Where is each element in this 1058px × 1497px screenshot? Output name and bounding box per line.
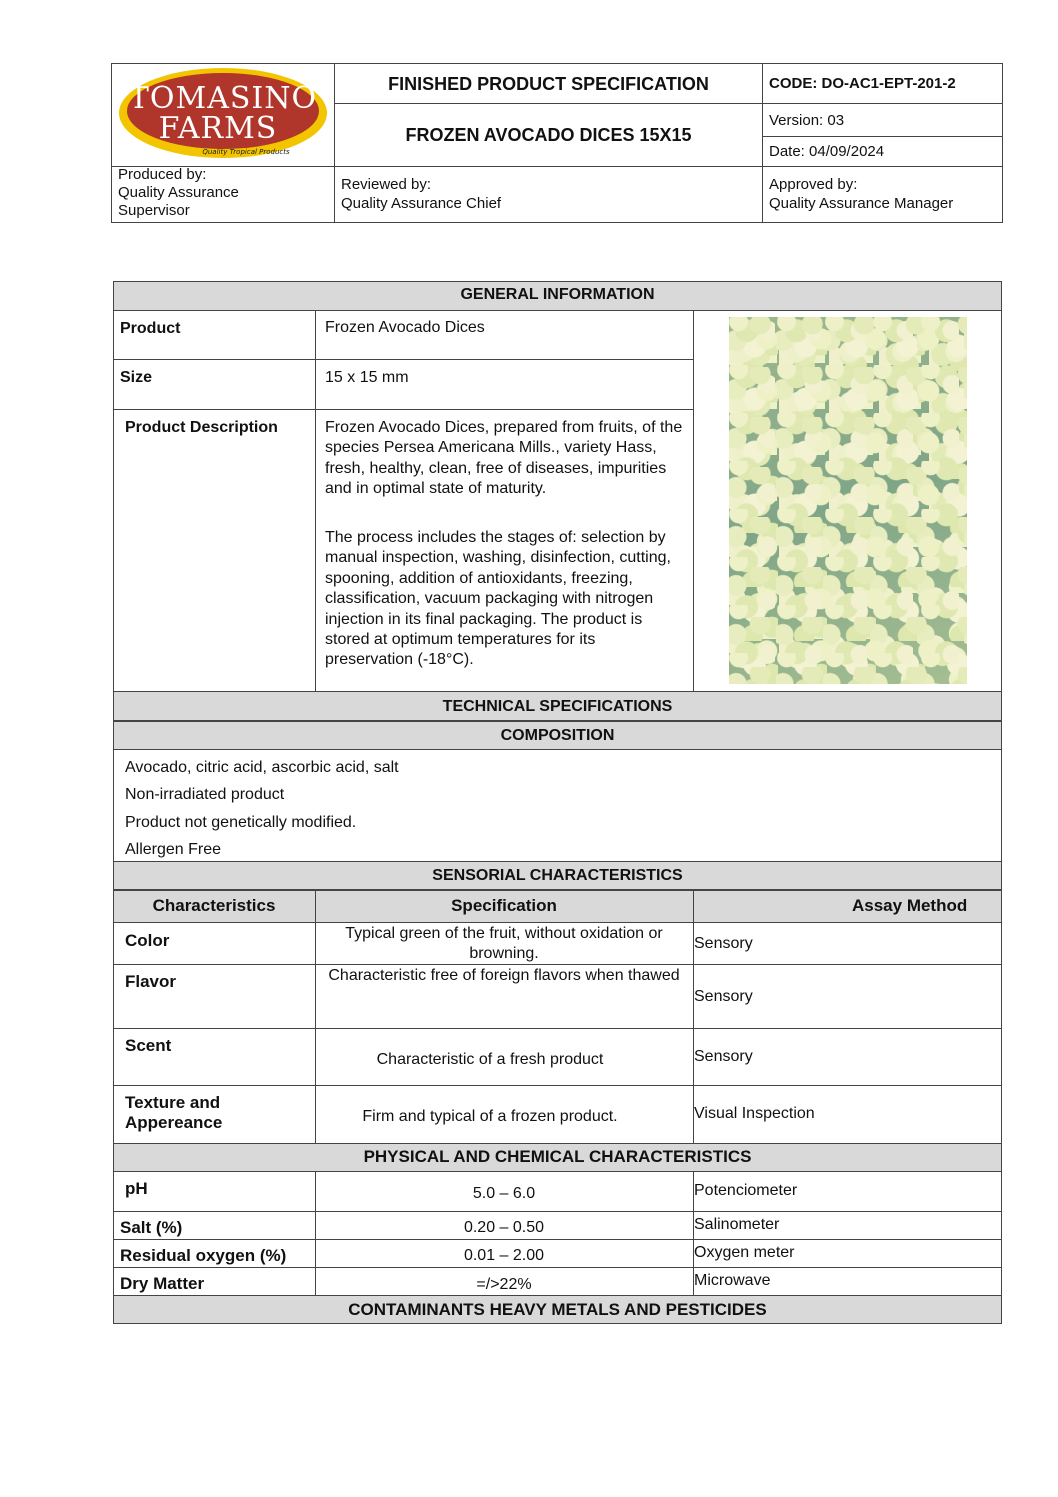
physical-row-name: Residual oxygen (%) (120, 1246, 287, 1265)
reviewed-by-value: Quality Assurance Chief (341, 195, 502, 212)
physical-row-method: Salinometer (694, 1216, 780, 1233)
physical-row-method: Potenciometer (694, 1182, 798, 1199)
physical-row-method: Microwave (694, 1272, 771, 1289)
composition-item: Non-irradiated product (125, 786, 285, 803)
tomasino-farms-logo (118, 66, 328, 160)
sensorial-row-name: Flavor (125, 972, 177, 991)
sensorial-row-method: Sensory (694, 988, 753, 1005)
physical-row-spec: 0.01 – 2.00 (463, 1247, 545, 1264)
date: Date: 04/09/2024 (769, 143, 885, 160)
physical-row-name: pH (125, 1179, 148, 1198)
product-title: FROZEN AVOCADO DICES 15X15 (405, 125, 692, 145)
col-specification: Specification (451, 896, 557, 915)
size-value: 15 x 15 mm (325, 369, 409, 386)
sensorial-row-name: Color (125, 931, 170, 950)
approved-by-label: Approved by: (769, 176, 858, 193)
physical-row-name: Salt (%) (120, 1218, 183, 1237)
approved-by-value: Quality Assurance Manager (769, 195, 954, 212)
physical-row-spec: 0.20 – 0.50 (463, 1219, 545, 1236)
logo-line1: TOMASINO (128, 81, 318, 116)
sensorial-row-spec: Characteristic of a fresh product (376, 1051, 604, 1068)
physical-row-method: Oxygen meter (694, 1244, 795, 1261)
physical-row-spec: =/>22% (476, 1276, 532, 1293)
size-label: Size (120, 369, 153, 386)
sensorial-heading: SENSORIAL CHARACTERISTICS (432, 867, 683, 884)
general-information-heading: GENERAL INFORMATION (460, 286, 655, 303)
product-description-p2: The process includes the stages of: selection by manual inspection, washing, disinfection, cutting, spooning, addition of antioxidants, freezing, classification, vacuum packaging with nitrogen injection in its final packaging. The product is stored at optimum temperatures for its preservation (-18°C). (325, 529, 671, 669)
composition-item: Allergen Free (125, 841, 222, 858)
produced-by-label: Produced by: (118, 166, 207, 183)
avocado-dices-photo (729, 317, 967, 684)
composition-item: Product not genetically modified. (125, 814, 357, 831)
sensorial-row-spec: Characteristic free of foreign flavors when thawed (328, 967, 680, 984)
version: Version: 03 (769, 112, 845, 129)
document-title: FINISHED PRODUCT SPECIFICATION (388, 74, 709, 94)
physical-row-name: Dry Matter (120, 1274, 205, 1293)
sensorial-row-name: Scent (125, 1036, 172, 1055)
col-characteristics: Characteristics (152, 896, 276, 915)
reviewed-by-label: Reviewed by: (341, 176, 432, 193)
sensorial-row-method: Sensory (694, 935, 753, 952)
logo-line2: FARMS (158, 111, 278, 146)
logo-tagline: Quality Tropical Products (202, 148, 290, 156)
product-label: Product (120, 320, 181, 337)
product-description-label: Product Description (125, 419, 278, 436)
physical-chemical-heading: PHYSICAL AND CHEMICAL CHARACTERISTICS (363, 1147, 752, 1166)
physical-row-spec: 5.0 – 6.0 (472, 1185, 536, 1202)
product-value: Frozen Avocado Dices (325, 319, 485, 336)
composition-item: Avocado, citric acid, ascorbic acid, salt (125, 759, 399, 776)
produced-by-value: Quality Assurance Supervisor (118, 184, 239, 219)
sensorial-row-name: Texture and Appereance (125, 1093, 223, 1132)
sensorial-row-method: Sensory (694, 1048, 753, 1065)
sensorial-row-method: Visual Inspection (694, 1105, 815, 1122)
technical-specifications-heading: TECHNICAL SPECIFICATIONS (442, 698, 673, 715)
col-assay-method: Assay Method (852, 896, 968, 915)
sensorial-row-spec: Firm and typical of a frozen product. (362, 1108, 618, 1125)
sensorial-row-spec: Typical green of the fruit, without oxidation or browning. (345, 925, 663, 962)
document-code: CODE: DO-AC1-EPT-201-2 (769, 75, 956, 92)
composition-heading: COMPOSITION (500, 727, 615, 744)
contaminants-heading: CONTAMINANTS HEAVY METALS AND PESTICIDES (348, 1300, 767, 1319)
product-description-p1: Frozen Avocado Dices, prepared from fruits, of the species Persea Americana Mills., variety Hass, fresh, healthy, clean, free of diseases, impurities and in optimal state of maturity. (325, 419, 683, 498)
